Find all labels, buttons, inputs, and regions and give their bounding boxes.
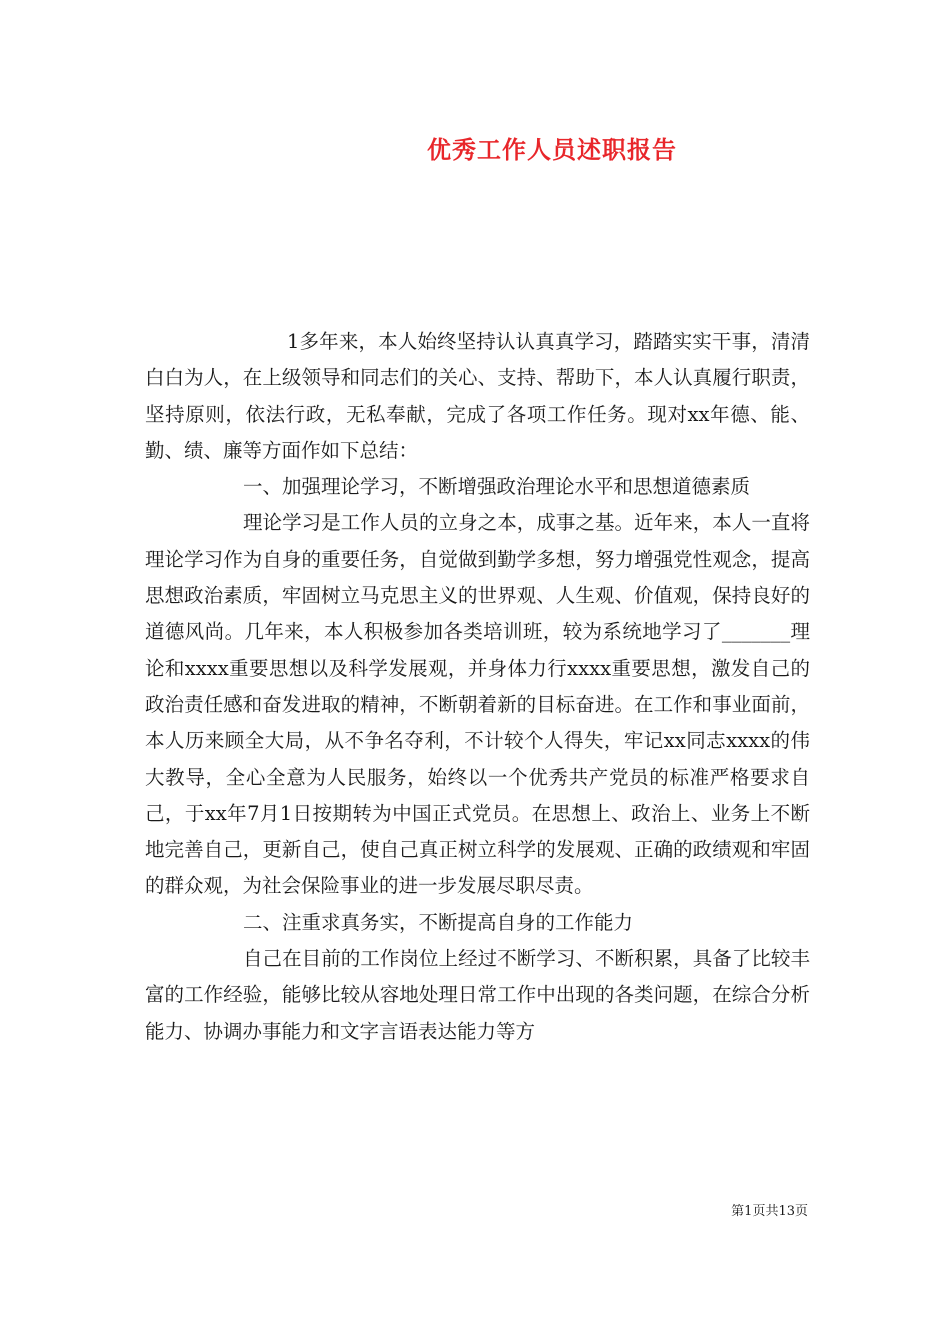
section-heading-2: 二、注重求真务实，不断提高自身的工作能力 xyxy=(243,910,634,934)
page-number-footer: 第1页共13页 xyxy=(731,1204,808,1219)
document-body xyxy=(145,324,810,1050)
paragraph-theory-study: 理论学习是工作人员的立身之本，成事之基。近年来，本人一直将理论学习作为自身的重要任务，自觉做到勤学多想，努力增强党性观念，提高思想政治素质，牢固树立马克思主义的世界观、人生观、价值观，保持良好的道德风尚。几年来，本人积极参加各类培训班，较为系统地学习了_______理论和xxxx重要思想以及科学发展观，并身体力行xxxx重要思想，激发自己的政治责任感和奋发进取的精神，不断朝着新的目标奋进。在工作和事业面前，本人历来顾全大局，从不争名夺利，不计较个人得失，牢记xx同志xxxx的伟大教导，全心全意为人民服务，始终以一个优秀共产党员的标准严格要求自己，于xx年7月1日按期转为中国正式党员。在思想上、政治上、业务上不断地完善自己，更新自己，使自己真正树立科学的发展观、正确的政绩观和牢固的群众观，为社会保险事业的进一步发展尽职尽责。 xyxy=(145,511,810,898)
section-heading-1: 一、加强理论学习，不断增强政治理论水平和思想道德素质 xyxy=(243,475,751,499)
paragraph-work-ability: 自己在目前的工作岗位上经过不断学习、不断积累，具备了比较丰富的工作经验，能够比较从容地处理日常工作中出现的各类问题，在综合分析能力、协调办事能力和文字言语表达能力等方 xyxy=(145,947,810,1043)
paragraph-intro: 1多年来，本人始终坚持认认真真学习，踏踏实实干事，清清白白为人，在上级领导和同志们的关心、支持、帮助下，本人认真履行职责，坚持原则，依法行政，无私奉献，完成了各项工作任务。现对xx年德、能、勤、绩、廉等方面作如下总结： xyxy=(145,330,810,462)
document-title: 优秀工作人员述职报告 xyxy=(427,135,677,164)
